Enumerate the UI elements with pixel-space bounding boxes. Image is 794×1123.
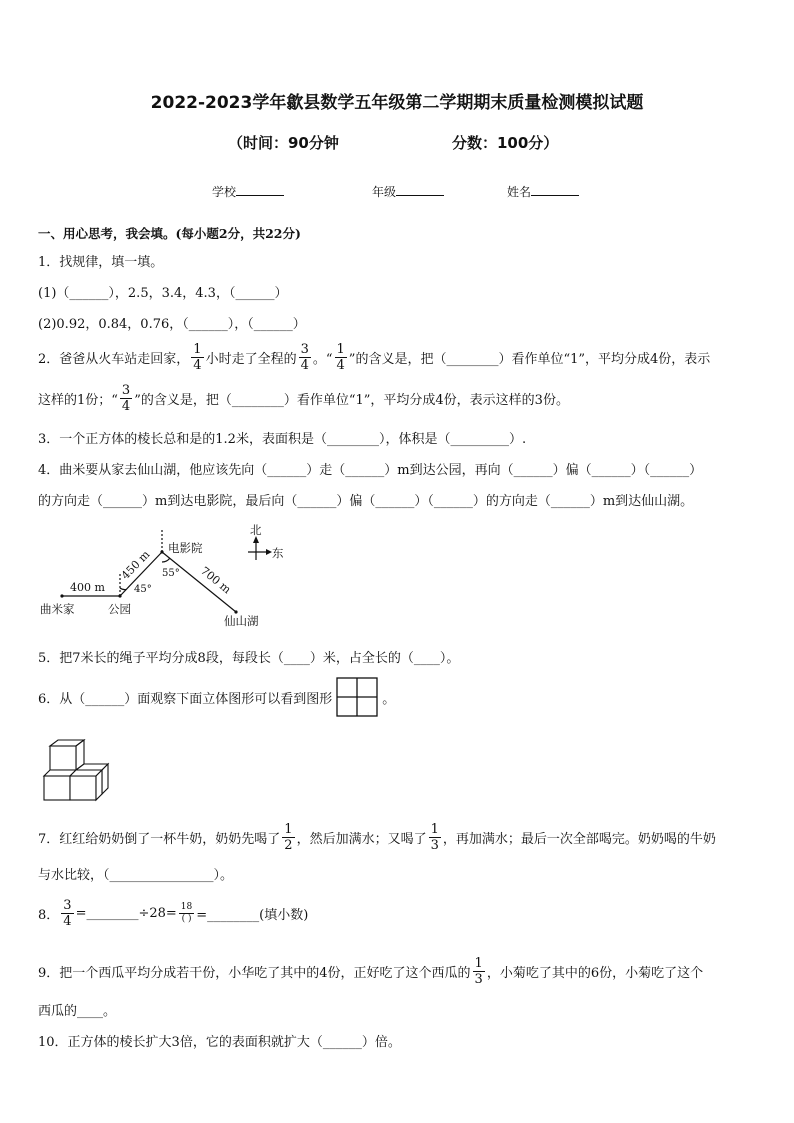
label-north: 北 xyxy=(250,523,262,537)
q7-text-c: ，再加满水；最后一次全部喝完。奶奶喝的牛奶 xyxy=(442,831,716,847)
label-park: 公园 xyxy=(108,602,131,616)
q9-line1 xyxy=(38,952,703,990)
park-point xyxy=(118,594,121,597)
angle-arc-55 xyxy=(162,558,170,562)
exam-time: （时间：90分钟 xyxy=(228,134,339,152)
angle-55: 55° xyxy=(162,568,180,579)
angle-45: 45° xyxy=(134,584,152,595)
home-point xyxy=(60,594,63,597)
section-heading: 一、用心思考，我会填。(每小题2分，共22分) xyxy=(38,226,301,241)
q1-part2: (2)0.92，0.84，0.76，（______），（______） xyxy=(38,317,306,332)
q6-period: 。 xyxy=(382,691,396,707)
compass-north-arrow xyxy=(253,536,259,543)
name-label: 姓名 xyxy=(507,185,532,199)
route-map xyxy=(30,522,300,627)
q2-line1 xyxy=(38,340,710,374)
cinema-point xyxy=(160,550,163,553)
q7-line1 xyxy=(38,818,716,856)
page-title: 2022-2023学年歙县数学五年级第二学期期末质量检测模拟试题 xyxy=(150,93,644,113)
grade-field xyxy=(372,183,444,200)
fraction: $\frac{3}{4}$ xyxy=(63,897,72,929)
q7-text-b: ，然后加满水；又喝了 xyxy=(296,831,427,847)
q9-line2: 西瓜的____。 xyxy=(38,1004,117,1019)
q2-line2 xyxy=(38,381,569,415)
label-lake: 仙山湖 xyxy=(224,614,259,627)
angle-arc-45 xyxy=(120,588,126,590)
q6-line xyxy=(38,676,395,718)
q4-line2: 的方向走（______）m到达电影院，最后向（______）偏（______）（______）的方向走（______）m到达仙山湖。 xyxy=(38,494,694,509)
fraction: $\frac{1}{3}$ xyxy=(430,821,439,853)
q2-text-a: 2．爸爸从火车站走回家， xyxy=(38,351,190,367)
q2-text-e: 这样的1份；“ xyxy=(38,392,118,408)
distance-700: 700 m xyxy=(198,564,234,597)
q8-text-a: 8． xyxy=(38,907,60,923)
name-field xyxy=(507,183,579,200)
cube-figure xyxy=(40,738,112,804)
school-field xyxy=(212,183,284,200)
q8-text-b: =________÷28= xyxy=(75,905,177,921)
fraction: $\frac{1}{4}$ xyxy=(193,341,202,373)
q3-text: 3．一个正方体的棱长总和是的1.2米，表面积是（________），体积是（_________）. xyxy=(38,432,527,447)
grade-label: 年级 xyxy=(372,185,397,199)
q5-text: 5．把7米长的绳子平均分成8段，每段长（____）米，占全长的（____）。 xyxy=(38,651,460,666)
distance-450: 450 m xyxy=(118,547,153,583)
q2-text-f: ”的含义是，把（________）看作单位“1”，平均分成4份，表示这样的3份。 xyxy=(134,392,569,408)
label-home: 曲米家 xyxy=(40,602,75,616)
q9-text-b: ，小菊吃了其中的6份，小菊吃了这个 xyxy=(486,965,704,981)
q6-text: 6．从（______）面观察下面立体图形可以看到图形 xyxy=(38,691,333,707)
q8-line xyxy=(38,893,308,933)
exam-score: 分数：100分） xyxy=(452,134,559,152)
label-cinema: 电影院 xyxy=(168,541,203,555)
fraction: $\frac{1}{4}$ xyxy=(336,341,345,373)
fraction: $\frac{1}{2}$ xyxy=(284,821,293,853)
q2-text-b: 小时走了全程的 xyxy=(205,351,297,367)
q4-line1: 4．曲米要从家去仙山湖，他应该先向（______）走（______）m到达公园，再向（______）偏（______）（______） xyxy=(38,463,703,478)
q2-text-c: 。“ xyxy=(312,351,333,367)
q1-part1: (1)（______），2.5，3.4，4.3，（______） xyxy=(38,286,288,301)
q7-line2: 与水比较，（________________）。 xyxy=(38,868,234,883)
fraction: $\frac{1}{3}$ xyxy=(474,955,483,987)
q2-text-d: ”的含义是，把（________）看作单位“1”，平均分成4份，表示 xyxy=(348,351,711,367)
view-shape-grid xyxy=(336,677,378,717)
q9-text-a: 9．把一个西瓜平均分成若干份，小华吃了其中的4份，正好吃了这个西瓜的 xyxy=(38,965,471,981)
label-east: 东 xyxy=(272,546,284,560)
fraction: $\frac{3}{4}$ xyxy=(300,341,309,373)
q8-text-c: =________(填小数) xyxy=(196,907,309,923)
q7-text-a: 7．红红给奶奶倒了一杯牛奶，奶奶先喝了 xyxy=(38,831,281,847)
q1-text: 1．找规律，填一填。 xyxy=(38,255,164,270)
fraction: $\frac{3}{4}$ xyxy=(121,382,131,414)
distance-400: 400 m xyxy=(70,581,105,594)
school-label: 学校 xyxy=(212,185,237,199)
fraction: $\frac{18}{( )}$ xyxy=(180,901,193,924)
q10-text: 10．正方体的棱长扩大3倍，它的表面积就扩大（______）倍。 xyxy=(38,1035,401,1050)
